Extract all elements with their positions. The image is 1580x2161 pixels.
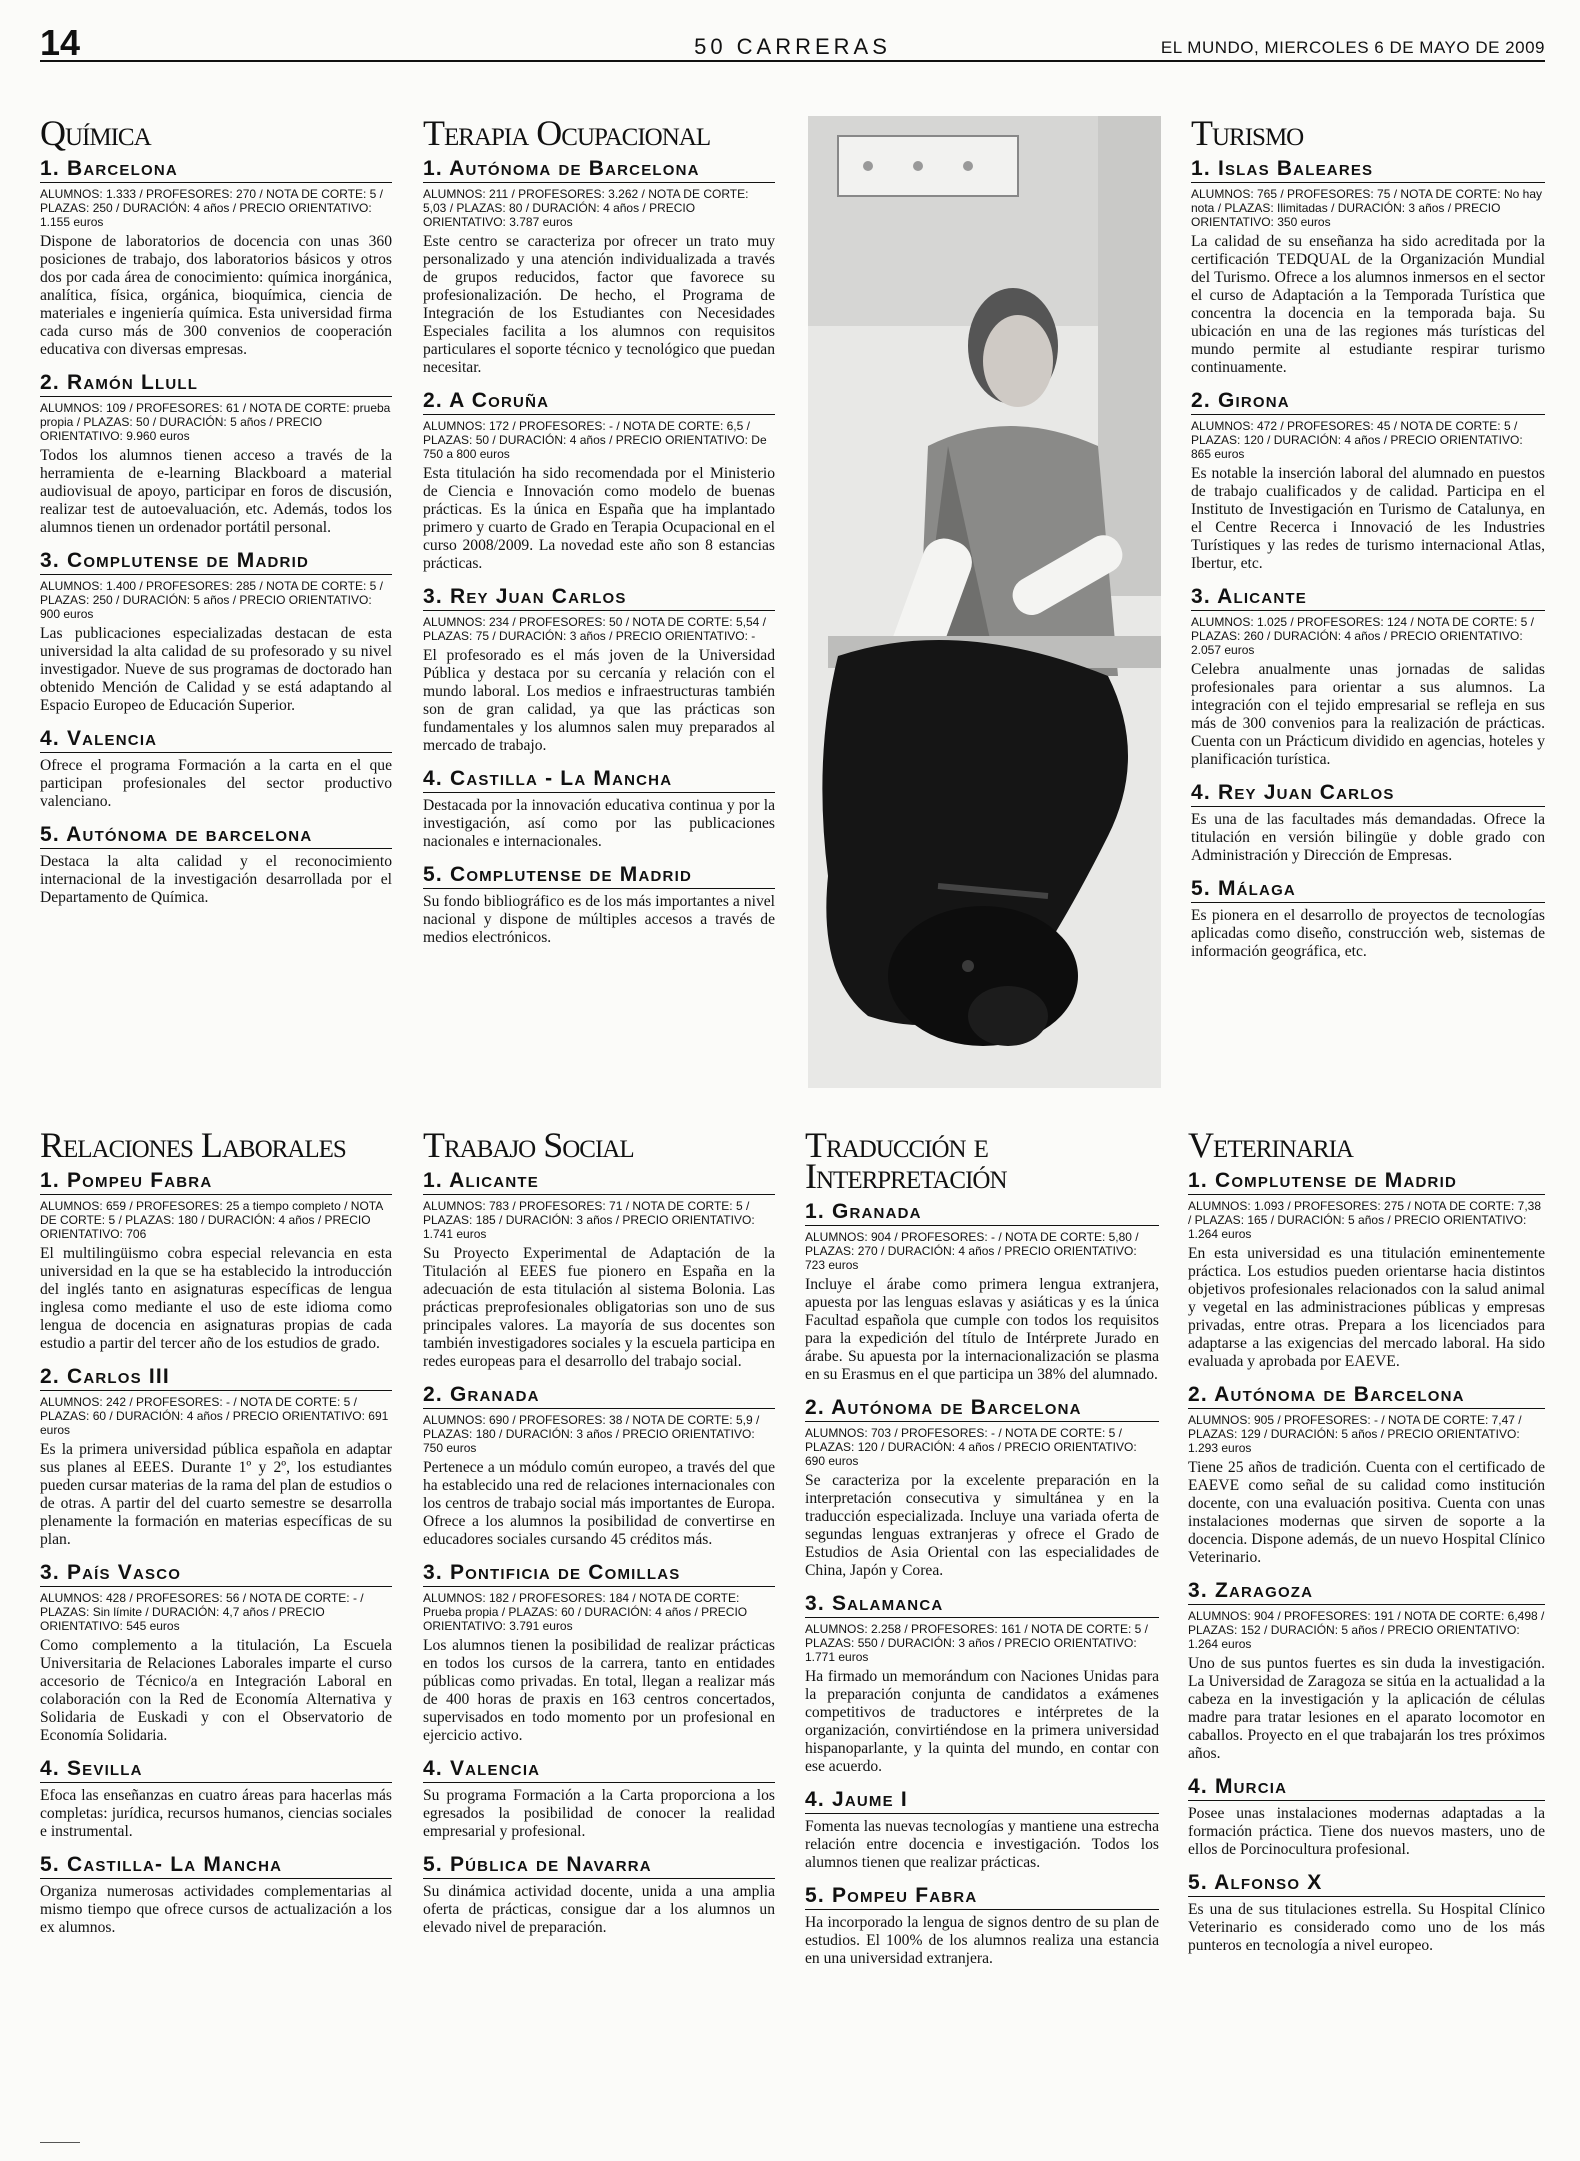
entry-title: 4. Valencia [423, 1757, 775, 1783]
entry-text: Su dinámica actividad docente, unida a una amplia oferta de prácticas, consigue dar a los alumnos un elevado nivel de preparación. [423, 1883, 775, 1936]
ranking-entry [1188, 1383, 1545, 1567]
entry-text: Su Proyecto Experimental de Adaptación de la Titulación al EEES fue pionero en España en la adecuación de esta titulación al sistema Bolonia. Las prácticas preprofesionales obligatorias son uno de sus principales valores. La mayoría de sus docentes son también investigadores sociales y la escuela participa en redes europeas para el desarrollo del trabajo social. [423, 1245, 775, 1370]
entry-text: Esta titulación ha sido recomendada por el Ministerio de Ciencia e Innovación como modelo de buenas prácticas. Es la única en España que ha implantado primero y cuarto de Grado en Terapia Ocupacional en el curso 2008/2009. La novedad este año son 8 estancias prácticas. [423, 465, 775, 572]
ranking-entry [1191, 877, 1545, 961]
ranking-entry [423, 389, 775, 573]
entry-stats: ALUMNOS: 182 / PROFESORES: 184 / NOTA DE CORTE: Prueba propia / PLAZAS: 60 / DURACIÓN: 4 años / PRECIO ORIENTATIVO: 3.791 euros [423, 1591, 748, 1633]
entry-title: 3. Rey Juan Carlos [423, 585, 775, 611]
ranking-entry [805, 1788, 1159, 1872]
entry-text: En esta universidad es una titulación eminentemente práctica. Los estudios pueden orientarse hacia distintos objetivos profesionales relacionados con la salud animal y vegetal en las administraciones públicas y empresas privadas, entre otras. Prepara a los licenciados para adaptarse a las exigencias del mercado laboral. Ha sido evaluada y aprobada por EAEVE. [1188, 1245, 1545, 1370]
ranking-entry [40, 549, 392, 715]
ranking-entry [40, 371, 392, 537]
entry-title: 4. Valencia [40, 727, 392, 753]
entry-text: Como complemento a la titulación, La Escuela Universitaria de Relaciones Laborales imparte el curso accesorio de Técnico/a en Integración Laboral en colaboración con la Red de Economía Alternativa y Solidaria de Euskadi y con el Observatorio de Economía Solidaria. [40, 1637, 392, 1744]
entry-text: Su fondo bibliográfico es de los más importantes a nivel nacional y dispone de múltiples accesos a través de medios electrónicos. [423, 893, 775, 946]
ranking-entry [1188, 1579, 1545, 1763]
header-rule [40, 60, 1545, 62]
entry-text: Es una de sus titulaciones estrella. Su Hospital Clínico Veterinario es considerado como uno de los más punteros en tecnología a nivel europeo. [1188, 1901, 1545, 1954]
category-title: Veterinaria [1188, 1125, 1353, 1165]
entry-title: 1. Pompeu Fabra [40, 1169, 392, 1195]
entry-text: Ha firmado un memorándum con Naciones Unidas para la preparación conjunta de candidatos a exámenes competitivos de traductores e intérpretes de la organización, convirtiéndose en la primera universidad hispanoparlante, y la quinta del mundo, en contar con ese acuerdo. [805, 1668, 1159, 1775]
ranking-entry [423, 1853, 775, 1937]
entry-title: 1. Autónoma de Barcelona [423, 157, 775, 183]
entry-text: Ha incorporado la lengua de signos dentro de su plan de estudios. El 100% de los alumnos realiza una estancia en una universidad extranjera. [805, 1914, 1159, 1967]
entry-title: 5. Pública de Navarra [423, 1853, 775, 1879]
entry-title: 5. Autónoma de barcelona [40, 823, 392, 849]
entry-text: Efoca las enseñanzas en cuatro áreas para hacerlas más completas: jurídica, recursos humanos, ciencias sociales e instrumental. [40, 1787, 392, 1840]
entry-title: 5. Pompeu Fabra [805, 1884, 1159, 1910]
entry-text: Es una de las facultades más demandadas. Ofrece la titulación en versión bilingüe y doble grado con Administración y Dirección de Empresas. [1191, 811, 1545, 864]
ranking-entry [40, 157, 392, 359]
ranking-entry [40, 1757, 392, 1841]
entry-stats: ALUMNOS: 2.258 / PROFESORES: 161 / NOTA DE CORTE: 5 / PLAZAS: 550 / DURACIÓN: 3 años / PRECIO ORIENTATIVO: 1.771 euros [805, 1622, 1148, 1664]
publication-date: EL MUNDO, MIERCOLES 6 DE MAYO DE 2009 [1160, 38, 1545, 57]
category-column-quimica [40, 113, 392, 919]
category-column-relaciones-laborales [40, 1125, 392, 1949]
category-column-traduccion [805, 1125, 1159, 1980]
entry-text: Las publicaciones especializadas destacan de esta universidad la alta calidad de su profesorado y su nivel investigador. Nueve de sus programas de doctorado han obtenido Mención de Calidad y se está adaptando al Espacio Europeo de Educación Superior. [40, 625, 392, 714]
ranking-entry [423, 1561, 775, 1745]
entry-title: 3. Alicante [1191, 585, 1545, 611]
category-column-veterinaria [1188, 1125, 1545, 1967]
entry-stats: ALUMNOS: 472 / PROFESORES: 45 / NOTA DE CORTE: 5 / PLAZAS: 120 / DURACIÓN: 4 años / PRECIO ORIENTATIVO: 865 euros [1191, 419, 1523, 461]
entry-text: Incluye el árabe como primera lengua extranjera, apuesta por las lenguas eslavas y asiáticas y es la única Facultad española que cumple con todos los requisitos para la expedición del título de Intérprete Jurado en árabe. Su apuesta por la internacionalización se plasma en su Erasmus en el que participa un 38% del alumnado. [805, 1276, 1159, 1383]
entry-title: 3. Pontificia de Comillas [423, 1561, 775, 1587]
entry-text: Es pionera en el desarrollo de proyectos de tecnologías aplicadas como diseño, construcción web, sistemas de información geográfica, etc. [1191, 907, 1545, 960]
category-column-trabajo-social [423, 1125, 775, 1949]
page-number: 14 [40, 22, 81, 63]
entry-text: Uno de sus puntos fuertes es sin duda la investigación. La Universidad de Zaragoza se sitúa en la actualidad a la cabeza en la investigación y la aplicación de células madre para tratar lesiones en el aparato locomotor en caballos. Proyecto en el que trabajarán los tres próximos años. [1188, 1655, 1545, 1762]
category-title: Química [40, 113, 151, 153]
ranking-entry [1191, 781, 1545, 865]
entry-stats: ALUMNOS: 242 / PROFESORES: - / NOTA DE CORTE: 5 / PLAZAS: 60 / DURACIÓN: 4 años / PRECIO ORIENTATIVO: 691 euros [40, 1395, 389, 1437]
ranking-entry [423, 767, 775, 851]
category-column-turismo [1191, 113, 1545, 973]
entry-title: 5. Complutense de Madrid [423, 863, 775, 889]
ranking-entry [40, 1169, 392, 1353]
entry-title: 2. Autónoma de Barcelona [1188, 1383, 1545, 1409]
entry-title: 5. Castilla- La Mancha [40, 1853, 392, 1879]
entry-stats: ALUMNOS: 703 / PROFESORES: - / NOTA DE CORTE: 5 / PLAZAS: 120 / DURACIÓN: 4 años / PRECIO ORIENTATIVO: 690 euros [805, 1426, 1137, 1468]
entry-title: 4. Rey Juan Carlos [1191, 781, 1545, 807]
entry-text: Posee unas instalaciones modernas adaptadas a la formación práctica. Tiene dos nuevos masters, uno de ellos de Porcinocultura profesional. [1188, 1805, 1545, 1858]
entry-stats: ALUMNOS: 690 / PROFESORES: 38 / NOTA DE CORTE: 5,9 / PLAZAS: 180 / DURACIÓN: 3 años / PRECIO ORIENTATIVO: 750 euros [423, 1413, 760, 1455]
entry-stats: ALUMNOS: 172 / PROFESORES: - / NOTA DE CORTE: 6,5 / PLAZAS: 50 / DURACIÓN: 4 años / PRECIO ORIENTATIVO: De 750 a 800 euros [423, 419, 767, 461]
entry-stats: ALUMNOS: 109 / PROFESORES: 61 / NOTA DE CORTE: prueba propia / PLAZAS: 50 / DURACIÓN: 5 años / PRECIO ORIENTATIVO: 9.960 euros [40, 401, 391, 443]
footer-rule [40, 2142, 80, 2143]
entry-title: 1. Granada [805, 1200, 1159, 1226]
entry-title: 5. Alfonso X [1188, 1871, 1545, 1897]
entry-title: 4. Sevilla [40, 1757, 392, 1783]
entry-stats: ALUMNOS: 1.400 / PROFESORES: 285 / NOTA DE CORTE: 5 / PLAZAS: 250 / DURACIÓN: 5 años / PRECIO ORIENTATIVO: 900 euros [40, 579, 383, 621]
category-title: Traducción e Interpretación [805, 1125, 1007, 1196]
category-title: Terapia Ocupacional [423, 113, 711, 153]
entry-stats: ALUMNOS: 1.025 / PROFESORES: 124 / NOTA DE CORTE: 5 / PLAZAS: 260 / DURACIÓN: 4 años / PRECIO ORIENTATIVO: 2.057 euros [1191, 615, 1534, 657]
entry-title: 5. Málaga [1191, 877, 1545, 903]
photo-therapist-with-dog-icon [808, 116, 1161, 1088]
category-title: Trabajo Social [423, 1125, 634, 1165]
entry-stats: ALUMNOS: 428 / PROFESORES: 56 / NOTA DE CORTE: - / PLAZAS: Sin límite / DURACIÓN: 4,7 años / PRECIO ORIENTATIVO: 545 euros [40, 1591, 364, 1633]
category-title: Relaciones Laborales [40, 1125, 346, 1165]
ranking-entry [40, 1853, 392, 1937]
entry-stats: ALUMNOS: 904 / PROFESORES: - / NOTA DE CORTE: 5,80 / PLAZAS: 270 / DURACIÓN: 4 años / PRECIO ORIENTATIVO: 723 euros [805, 1230, 1139, 1272]
ranking-entry [423, 863, 775, 947]
entry-title: 2. Autónoma de Barcelona [805, 1396, 1159, 1422]
entry-title: 2. A Coruña [423, 389, 775, 415]
entry-title: 2. Ramón Llull [40, 371, 392, 397]
ranking-entry [423, 585, 775, 755]
entry-text: Su programa Formación a la Carta proporciona a los egresados la posibilidad de conocer la realidad empresarial y profesional. [423, 1787, 775, 1840]
entry-title: 3. Salamanca [805, 1592, 1159, 1618]
entry-text: Tiene 25 años de tradición. Cuenta con el certificado de EAEVE como señal de su calidad como institución docente, con una evaluación positiva. Cuenta con unas instalaciones modernas que sirven de soporte a la docencia. Dispone además, de un nuevo Hospital Clínico Veterinario. [1188, 1459, 1545, 1566]
entry-stats: ALUMNOS: 659 / PROFESORES: 25 a tiempo completo / NOTA DE CORTE: 5 / PLAZAS: 180 / DURACIÓN: 4 años / PRECIO ORIENTATIVO: 706 [40, 1199, 383, 1241]
ranking-entry [423, 157, 775, 377]
entry-title: 4. Murcia [1188, 1775, 1545, 1801]
entry-text: Se caracteriza por la excelente preparación en la interpretación consecutiva y simultánea y en la traducción especializada. Incluye una variada oferta de segundas lenguas extranjeras y ofrece el Grado de Estudios de Asia Oriental con las especialidades de China, Japón y Corea. [805, 1472, 1159, 1579]
ranking-entry [805, 1200, 1159, 1384]
ranking-entry [1188, 1871, 1545, 1955]
entry-text: Organiza numerosas actividades complementarias al mismo tiempo que ofrece cursos de actualización a los ex alumnos. [40, 1883, 392, 1936]
entry-stats: ALUMNOS: 234 / PROFESORES: 50 / NOTA DE CORTE: 5,54 / PLAZAS: 75 / DURACIÓN: 3 años / PRECIO ORIENTATIVO: - [423, 615, 766, 643]
ranking-entry [1191, 585, 1545, 769]
entry-text: Destacada por la innovación educativa continua y por la investigación, así como por las publicaciones nacionales e internacionales. [423, 797, 775, 850]
category-title: Turismo [1191, 113, 1304, 153]
entry-text: El profesorado es el más joven de la Universidad Pública y destaca por su cercanía y relación con el mundo laboral. Los medios e infraestructuras también son de gran calidad, ya que las prácticas son fundamentales y los alumnos salen muy preparados al mercado de trabajo. [423, 647, 775, 754]
entry-text: Es notable la inserción laboral del alumnado en puestos de trabajo cualificados y de calidad. Participa en el Instituto de Investigación en Turismo de Catalunya, en el Centre Recerca i Innovació de les Industries Turístiques y las redes de turismo internacional Atlas, Ibertur, etc. [1191, 465, 1545, 572]
ranking-entry [805, 1884, 1159, 1968]
photo-illustration [808, 116, 1161, 1088]
entry-text: La calidad de su enseñanza ha sido acreditada por la certificación TEDQUAL de la Organización Mundial del Turismo. Ofrece a los alumnos inmersos en el sector el curso de Adaptación a la Temporada Turística que concentra la docencia en la temporada baja. Su ubicación en una de las regiones más turísticas del mundo permite al estudiante respirar turismo continuamente. [1191, 233, 1545, 376]
entry-text: Pertenece a un módulo común europeo, a través del que ha establecido una red de relaciones internacionales con los centros de trabajo social más importantes de Europa. Ofrece a los alumnos la posibilidad de convertirse en educadores sociales cursando 45 créditos más. [423, 1459, 775, 1548]
masthead [40, 22, 1545, 63]
entry-title: 1. Complutense de Madrid [1188, 1169, 1545, 1195]
entry-text: Todos los alumnos tienen acceso a través de la herramienta de e-learning Blackboard a material audiovisual de apoyo, participar en foros de discusión, realizar test de autoevaluación, etc. Además, todos los alumnos tienen un ordenador portátil personal. [40, 447, 392, 536]
category-column-terapia-ocupacional [423, 113, 775, 959]
entry-title: 3. Complutense de Madrid [40, 549, 392, 575]
entry-title: 1. Barcelona [40, 157, 392, 183]
ranking-entry [805, 1592, 1159, 1776]
entry-title: 2. Granada [423, 1383, 775, 1409]
entry-title: 4. Jaume I [805, 1788, 1159, 1814]
ranking-entry [1191, 157, 1545, 377]
entry-text: Este centro se caracteriza por ofrecer un trato muy personalizado y una atención individualizada a través de grupos reducidos, factor que favorece su profesionalización. De hecho, el Programa de Integración de los Estudiantes con Necesidades Especiales facilita a los alumnos con requisitos particulares el soporte técnico y tecnológico que puedan necesitar. [423, 233, 775, 376]
ranking-entry [40, 823, 392, 907]
entry-text: Fomenta las nuevas tecnologías y mantiene una estrecha relación entre docencia e investigación. Todos los alumnos tienen que realizar prácticas. [805, 1818, 1159, 1871]
entry-text: El multilingüismo cobra especial relevancia en esta universidad en la que se ha establecido la introducción del inglés tanto en asignaturas específicas de lengua inglesa como mediante el uso de este idioma como lengua de docencia en asignaturas propias de cada estudio a partir del tercer año de los estudios de grado. [40, 1245, 392, 1352]
ranking-entry [423, 1757, 775, 1841]
entry-text: Es la primera universidad pública española en adaptar sus planes al EEES. Durante 1º y 2º, los estudiantes pueden cursar materias de la rama del plan de estudios o de otras. A partir del del cuarto semestre se desarrolla plenamente la formación en materias específicas de su plan. [40, 1441, 392, 1548]
entry-stats: ALUMNOS: 904 / PROFESORES: 191 / NOTA DE CORTE: 6,498 / PLAZAS: 152 / DURACIÓN: 5 años / PRECIO ORIENTATIVO: 1.264 euros [1188, 1609, 1545, 1651]
entry-stats: ALUMNOS: 905 / PROFESORES: - / NOTA DE CORTE: 7,47 / PLAZAS: 129 / DURACIÓN: 5 años / PRECIO ORIENTATIVO: 1.293 euros [1188, 1413, 1522, 1455]
entry-text: Celebra anualmente unas jornadas de salidas profesionales para orientar a sus alumnos. La integración con el tejido empresarial se refleja en sus más de 300 convenios para la realización de prácticas. Cuenta con un Prácticum dividido en agencias, hoteles y planificación turística. [1191, 661, 1545, 768]
section-title: 50 CARRERAS [694, 34, 891, 59]
entry-stats: ALUMNOS: 1.333 / PROFESORES: 270 / NOTA DE CORTE: 5 / PLAZAS: 250 / DURACIÓN: 4 años / PRECIO ORIENTATIVO: 1.155 euros [40, 187, 383, 229]
entry-title: 1. Islas Baleares [1191, 157, 1545, 183]
entry-title: 1. Alicante [423, 1169, 775, 1195]
entry-stats: ALUMNOS: 211 / PROFESORES: 3.262 / NOTA DE CORTE: 5,03 / PLAZAS: 80 / DURACIÓN: 4 años / PRECIO ORIENTATIVO: 3.787 euros [423, 187, 749, 229]
ranking-entry [423, 1169, 775, 1371]
entry-title: 2. Girona [1191, 389, 1545, 415]
ranking-entry [40, 1561, 392, 1745]
entry-title: 3. Zaragoza [1188, 1579, 1545, 1605]
entry-title: 3. País Vasco [40, 1561, 392, 1587]
ranking-entry [1188, 1169, 1545, 1371]
entry-stats: ALUMNOS: 1.093 / PROFESORES: 275 / NOTA DE CORTE: 7,38 / PLAZAS: 165 / DURACIÓN: 5 años / PRECIO ORIENTATIVO: 1.264 euros [1188, 1199, 1542, 1241]
entry-title: 4. Castilla - La Mancha [423, 767, 775, 793]
ranking-entry [1188, 1775, 1545, 1859]
ranking-entry [40, 727, 392, 811]
ranking-entry [423, 1383, 775, 1549]
ranking-entry [40, 1365, 392, 1549]
entry-stats: ALUMNOS: 783 / PROFESORES: 71 / NOTA DE CORTE: 5 / PLAZAS: 185 / DURACIÓN: 3 años / PRECIO ORIENTATIVO: 1.741 euros [423, 1199, 755, 1241]
entry-title: 2. Carlos III [40, 1365, 392, 1391]
ranking-entry [1191, 389, 1545, 573]
entry-text: Destaca la alta calidad y el reconocimiento internacional de la investigación desarrollada por el Departamento de Química. [40, 853, 392, 906]
entry-text: Ofrece el programa Formación a la carta en el que participan profesionales del sector productivo valenciano. [40, 757, 392, 810]
ranking-entry [805, 1396, 1159, 1580]
entry-stats: ALUMNOS: 765 / PROFESORES: 75 / NOTA DE CORTE: No hay nota / PLAZAS: Ilimitadas / DURACIÓN: 3 años / PRECIO ORIENTATIVO: 350 euros [1191, 187, 1542, 229]
entry-text: Los alumnos tienen la posibilidad de realizar prácticas en todos los cursos de la carrera, tanto en entidades públicas como privadas. En total, llegan a realizar más de 400 horas de praxis en 163 centros concertados, supervisados en todo momento por un profesional en ejercicio activo. [423, 1637, 775, 1744]
entry-text: Dispone de laboratorios de docencia con unas 360 posiciones de trabajo, dos laboratorios básicos y otros dos por cada área de conocimiento: química inorgánica, analítica, física, orgánica, bioquímica, ciencia de materiales e ingeniería química. Esta universidad firma cada curso más de 300 convenios de cooperación educativa con diversas empresas. [40, 233, 392, 358]
